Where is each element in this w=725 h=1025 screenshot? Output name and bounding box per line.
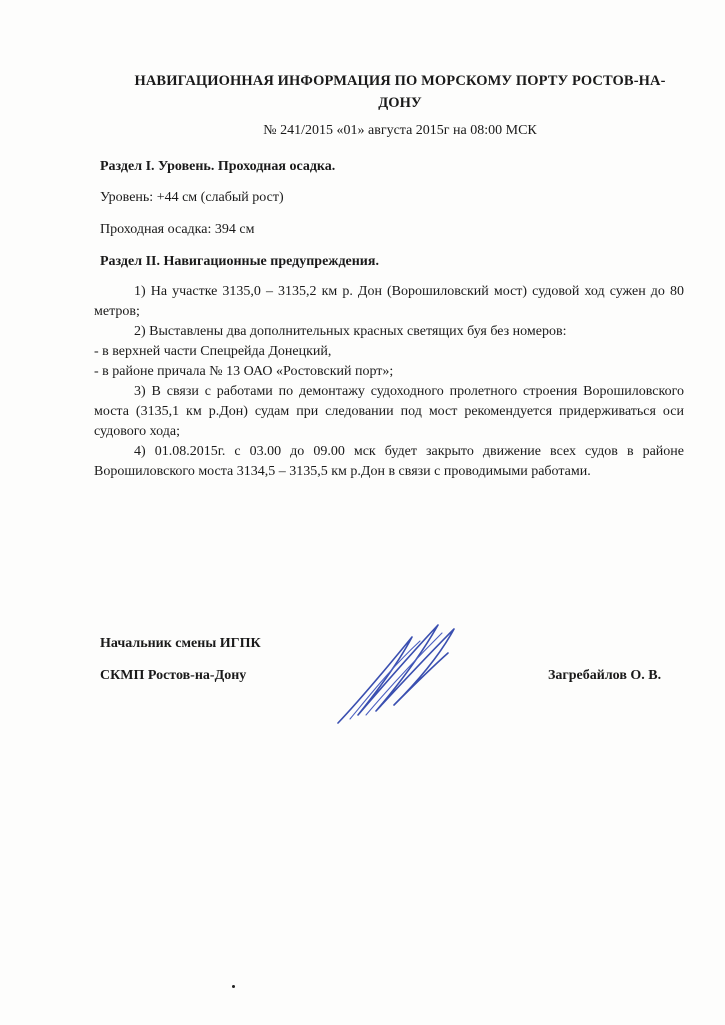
warning-item-2: 2) Выставлены два дополнительных красных светящих буя без номеров:: [134, 324, 567, 339]
document-title-line-1: НАВИГАЦИОННАЯ ИНФОРМАЦИЯ ПО МОРСКОМУ ПОРТУ РОСТОВ-НА-: [134, 73, 666, 89]
handwritten-signature: [330, 615, 460, 730]
warning-item-1: 1) На участке 3135,0 – 3135,2 км р. Дон (Ворошиловский мост) судовой ход сужен до 80 метров;: [94, 284, 684, 319]
warning-item-2-bullet-2: - в районе причала № 13 ОАО «Ростовский порт»;: [94, 364, 394, 379]
document-title-line-2: ДОНУ: [378, 95, 422, 111]
section-2-heading: Раздел II. Навигационные предупреждения.: [100, 254, 379, 269]
warning-item-3: 3) В связи с работами по демонтажу судоходного пролетного строения Ворошиловского моста (3135,1 км р.Дон) судам при следовании под мост рекомендуется придерживаться оси судового хода;: [94, 384, 684, 439]
document-title: [100, 70, 700, 114]
section-1-heading: Раздел I. Уровень. Проходная осадка.: [100, 159, 336, 174]
warning-item-4: 4) 01.08.2015г. с 03.00 до 09.00 мск будет закрыто движение всех судов в районе Ворошиловского моста 3134,5 – 3135,5 км р.Дон в связи с проводимыми работами.: [94, 444, 684, 479]
scan-speck: [232, 985, 235, 988]
warning-item-2-bullet-1: - в верхней части Спецрейда Донецкий,: [94, 344, 332, 359]
document-number-date: № 241/2015 «01» августа 2015г на 08:00 МСК: [263, 123, 537, 138]
signer-position-line-2: СКМП Ростов-на-Дону: [100, 668, 247, 683]
passage-draft: Проходная осадка: 394 см: [100, 222, 255, 237]
water-level: Уровень: +44 см (слабый рост): [100, 190, 284, 205]
warnings-body: [94, 282, 684, 482]
signer-name: Загребайлов О. В.: [548, 668, 662, 683]
signer-position-line-1: Начальник смены ИГПК: [100, 636, 261, 651]
